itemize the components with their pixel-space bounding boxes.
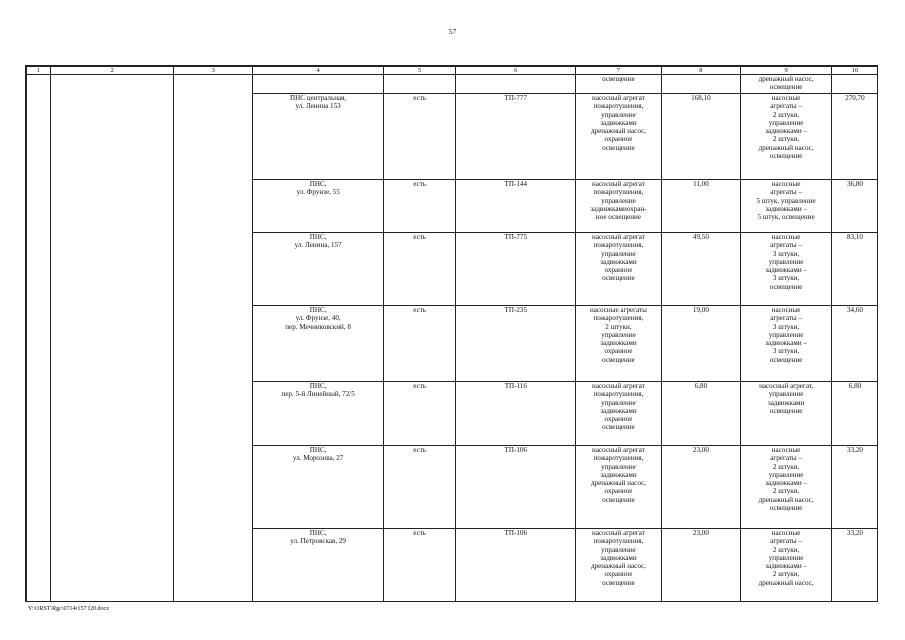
equipment-cell xyxy=(576,382,661,446)
equipment-detail-cell xyxy=(741,94,832,180)
cell-line: охранное xyxy=(604,266,633,275)
cell-line: агрегаты – xyxy=(770,454,803,463)
cell-line: ПНС центральная, xyxy=(290,94,347,102)
column-header-4: 4 xyxy=(253,67,384,75)
cell-line: насосные xyxy=(771,306,801,314)
cell-line: пожаротушения, xyxy=(593,454,644,463)
substation-cell: ТП-106 xyxy=(456,446,576,529)
equipment-table xyxy=(26,66,878,602)
cell-line: управление xyxy=(601,398,636,407)
cell-line: 3 штуки, xyxy=(772,274,800,283)
total-power-cell: 270,70 xyxy=(831,94,878,180)
total-power-cell: 34,60 xyxy=(831,306,878,382)
column-header-7: 7 xyxy=(576,67,661,75)
station-address-cell xyxy=(253,94,384,180)
cell-line: агрегаты – xyxy=(770,188,803,197)
table-cell xyxy=(661,75,741,94)
cell-line: освещение xyxy=(602,495,635,504)
cell-line: ул. Фрунзе, 40, xyxy=(295,314,341,323)
table-cell xyxy=(384,75,456,94)
cell-line: охранное xyxy=(604,347,633,356)
cell-line: освещение xyxy=(769,83,803,92)
equipment-cell xyxy=(576,94,661,180)
column-header-9: 9 xyxy=(741,67,832,75)
substation-cell: ТП-777 xyxy=(456,94,576,180)
cell-line: насосные xyxy=(771,180,801,188)
cell-line: задвижками – xyxy=(765,266,807,275)
cell-line: освещение xyxy=(769,504,803,513)
continuation-row xyxy=(27,75,879,94)
cell-line: ПНС, xyxy=(309,529,327,537)
cell-line: дренажный насос, xyxy=(590,562,646,571)
cell-line: ул. Морозова, 27 xyxy=(292,454,344,463)
cell-line: дренажный насос, xyxy=(590,127,646,136)
footer-file-path: Y:\ORST\Rgc\0714r157 f20.docx xyxy=(28,606,110,612)
availability-cell: есть xyxy=(384,233,456,306)
cell-line: дренажный насос, xyxy=(758,143,814,152)
cell-line: 3 штуки, xyxy=(772,249,800,258)
cell-line: насосный агрегат xyxy=(592,94,645,102)
header-row xyxy=(27,67,879,75)
cell-line: ПНС, xyxy=(309,233,327,241)
cell-line: 3 штуки, xyxy=(772,347,800,356)
cell-line: насосный агрегат xyxy=(592,446,645,454)
cell-line: управление xyxy=(768,257,804,266)
cell-line: ул. Ленина 153 xyxy=(295,102,341,111)
cell-line: управление xyxy=(768,118,804,127)
cell-line: задвижками xyxy=(600,553,637,562)
cell-line: охранное xyxy=(604,570,633,579)
cell-line: задвижками xyxy=(600,406,637,415)
table-cell xyxy=(831,75,878,94)
column-header-5: 5 xyxy=(384,67,456,75)
cell-line: охранное xyxy=(604,415,633,424)
power-value-cell: 23,00 xyxy=(661,529,741,603)
availability-cell: есть xyxy=(384,306,456,382)
col1-cell xyxy=(27,75,51,603)
cell-line: насосный агрегат xyxy=(592,180,645,188)
col3-cell xyxy=(174,75,253,603)
cell-line: управление xyxy=(601,545,636,554)
substation-cell: ТП-775 xyxy=(456,233,576,306)
availability-cell: есть xyxy=(384,94,456,180)
cell-line: 2 штуки, xyxy=(772,110,800,119)
station-address-cell xyxy=(253,529,384,603)
total-power-cell: 33,20 xyxy=(831,529,878,603)
availability-cell: есть xyxy=(384,382,456,446)
cell-line: насосные агрегаты xyxy=(589,306,647,314)
cell-line: задвижкамиохран- xyxy=(590,204,647,213)
column-header-6: 6 xyxy=(456,67,576,75)
cell-line: охранное xyxy=(604,487,633,496)
cell-line: освещение xyxy=(602,578,635,587)
equipment-cell xyxy=(576,233,661,306)
cell-line: освещение xyxy=(769,355,803,364)
substation-cell: ТП-144 xyxy=(456,180,576,233)
cell-line: ул. Ленина, 157 xyxy=(294,241,342,250)
cell-line: пожаротушения, xyxy=(593,537,644,546)
cell-line: насосные xyxy=(771,94,801,102)
substation-cell: ТП-106 xyxy=(456,529,576,603)
cell-line: управление xyxy=(601,196,636,205)
cell-line: пожаротушения, xyxy=(593,390,644,399)
cell-line: управление xyxy=(601,462,636,471)
station-address-cell xyxy=(253,180,384,233)
table-cell xyxy=(253,75,384,94)
station-address-cell xyxy=(253,233,384,306)
cell-line: насосный агрегат xyxy=(592,233,645,241)
cell-line: 2 штуки, xyxy=(772,135,800,144)
availability-cell: есть xyxy=(384,446,456,529)
equipment-cell xyxy=(576,446,661,529)
cell-line: задвижками xyxy=(600,118,637,127)
cell-line: 2 штуки, xyxy=(605,322,632,331)
equipment-detail-cell xyxy=(741,233,832,306)
continuation-equipment-cell xyxy=(576,75,661,94)
cell-line: задвижками xyxy=(600,339,637,348)
equipment-detail-cell xyxy=(741,446,832,529)
power-value-cell: 19,00 xyxy=(661,306,741,382)
power-value-cell: 11,00 xyxy=(661,180,741,233)
cell-line: дренажный насос, xyxy=(758,75,814,83)
cell-line: 2 штуки, xyxy=(772,570,800,579)
page-number: 57 xyxy=(448,27,457,36)
column-header-10: 10 xyxy=(831,67,878,75)
equipment-cell xyxy=(576,529,661,603)
cell-line: управление xyxy=(768,330,804,339)
cell-line: пер. 5-й Линейный, 72/5 xyxy=(281,390,355,399)
cell-line: ул. Фрунзе, 55 xyxy=(296,188,340,197)
column-header-8: 8 xyxy=(661,67,741,75)
cell-line: пожаротушения, xyxy=(593,102,644,111)
cell-line: управление xyxy=(768,390,804,399)
substation-cell: ТП-235 xyxy=(456,306,576,382)
cell-line: ПНС, xyxy=(309,446,327,454)
cell-line: управление xyxy=(768,470,804,479)
col2-cell xyxy=(51,75,174,603)
cell-line: освещение xyxy=(769,152,803,161)
equipment-cell xyxy=(576,306,661,382)
cell-line: ное освещение xyxy=(595,213,641,222)
cell-line: управление xyxy=(601,330,636,339)
cell-line: насосные xyxy=(771,529,801,537)
equipment-cell xyxy=(576,180,661,233)
cell-line: дренажный насос, xyxy=(758,578,814,587)
cell-line: пожаротушения, xyxy=(593,241,644,250)
station-address-cell xyxy=(253,446,384,529)
power-value-cell: 23,00 xyxy=(661,446,741,529)
total-power-cell: 83,10 xyxy=(831,233,878,306)
cell-line: агрегаты – xyxy=(770,241,803,250)
table-cell xyxy=(456,75,576,94)
column-header-2: 2 xyxy=(51,67,174,75)
cell-line: агрегаты – xyxy=(770,537,803,546)
cell-line: освещение xyxy=(769,406,803,415)
cell-line: пожаротушения, xyxy=(593,314,644,323)
column-header-3: 3 xyxy=(174,67,253,75)
continuation-equipment-detail-cell xyxy=(741,75,832,94)
cell-line: агрегаты – xyxy=(770,314,803,323)
cell-line: 2 штуки, xyxy=(772,487,800,496)
cell-line: 3 штуки, xyxy=(772,322,800,331)
cell-line: задвижками xyxy=(600,470,637,479)
cell-line: насосный агрегат xyxy=(592,529,645,537)
cell-line: задвижками xyxy=(767,398,805,407)
cell-line: управление xyxy=(601,249,636,258)
cell-line: насосный агрегат, xyxy=(759,382,814,390)
equipment-detail-cell xyxy=(741,180,832,233)
cell-line: задвижками xyxy=(600,257,637,266)
cell-line: освещение xyxy=(602,274,635,283)
station-address-cell xyxy=(253,306,384,382)
cell-line: освещение xyxy=(602,355,635,364)
cell-line: агрегаты – xyxy=(770,102,803,111)
cell-line: дренажный насос, xyxy=(758,495,814,504)
cell-line: ПНС, xyxy=(309,180,327,188)
power-value-cell: 6,80 xyxy=(661,382,741,446)
cell-line: задвижками – xyxy=(765,339,807,348)
cell-line: 2 штуки, xyxy=(772,545,800,554)
cell-line: задвижками – xyxy=(765,204,807,213)
total-power-cell: 6,80 xyxy=(831,382,878,446)
cell-line: задвижками – xyxy=(765,479,807,488)
substation-cell: ТП-116 xyxy=(456,382,576,446)
cell-line: освещение xyxy=(769,282,803,291)
cell-line: управление xyxy=(601,110,636,119)
equipment-detail-cell xyxy=(741,382,832,446)
cell-line: освещение xyxy=(602,423,635,432)
power-value-cell: 168,10 xyxy=(661,94,741,180)
cell-line: насосные xyxy=(771,233,801,241)
cell-line: управление xyxy=(768,553,804,562)
cell-line: дренажный насос, xyxy=(590,479,646,488)
total-power-cell: 36,80 xyxy=(831,180,878,233)
power-value-cell: 49,50 xyxy=(661,233,741,306)
cell-line: охранное xyxy=(604,135,633,144)
total-power-cell: 33,20 xyxy=(831,446,878,529)
availability-cell: есть xyxy=(384,180,456,233)
cell-line: 2 штуки, xyxy=(772,462,800,471)
document-table-container xyxy=(25,65,878,602)
cell-line: ул. Петровская, 29 xyxy=(290,537,346,546)
cell-line: насосные xyxy=(771,446,801,454)
equipment-detail-cell xyxy=(741,529,832,603)
cell-line: 5 штук, управление xyxy=(756,196,816,205)
cell-line: пер. Мечниковский, 8 xyxy=(285,322,351,331)
cell-line: насосный агрегат xyxy=(592,382,645,390)
cell-line: освещение xyxy=(602,143,635,152)
cell-line: 5 штук, освещение xyxy=(757,213,815,222)
equipment-detail-cell xyxy=(741,306,832,382)
cell-line: ПНС, xyxy=(309,382,327,390)
availability-cell: есть xyxy=(384,529,456,603)
station-address-cell xyxy=(253,382,384,446)
cell-line: задвижками – xyxy=(765,562,807,571)
cell-line: задвижками – xyxy=(765,127,807,136)
column-header-1: 1 xyxy=(27,67,51,75)
cell-line: освещение xyxy=(602,75,635,83)
cell-line: ПНС, xyxy=(309,306,327,314)
cell-line: пожаротушения, xyxy=(593,188,644,197)
